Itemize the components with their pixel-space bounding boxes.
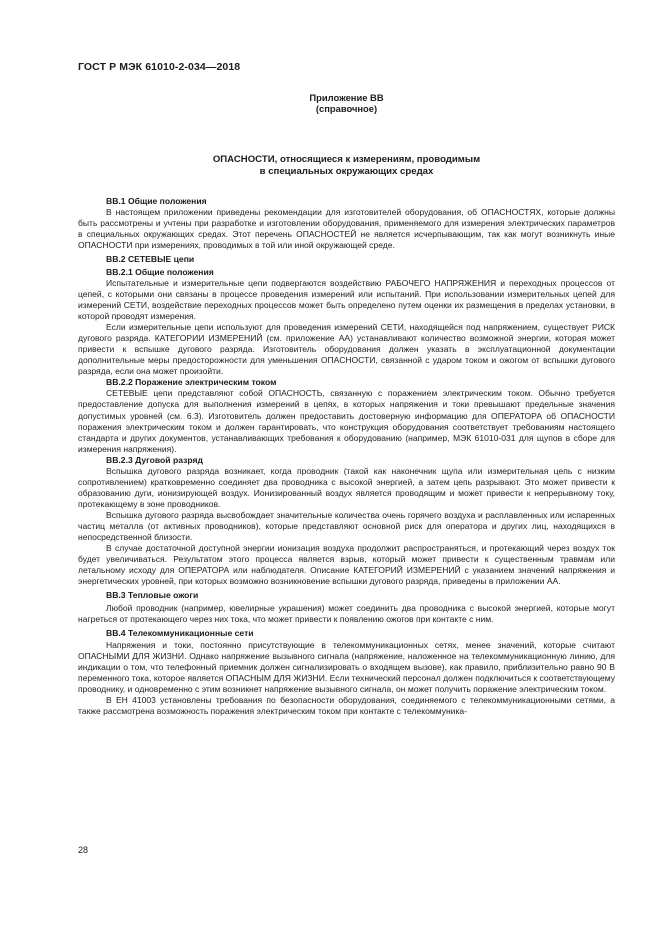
- annex-title: Приложение ВВ: [309, 92, 384, 103]
- paragraph: Вспышка дугового разряда высвобождает значительные количества очень горячего воздуха и расплавленных или испаренных частиц металла (от активных проводников), которые представляют основной риск для оператора и других лиц, находящихся в непосредственной близости.: [78, 510, 615, 543]
- document-header: ГОСТ Р МЭК 61010-2-034—2018: [78, 61, 241, 73]
- section-heading-bb2: ВВ.2 СЕТЕВЫЕ цепи: [106, 254, 195, 265]
- subsection-heading-bb2-1: ВВ.2.1 Общие положения: [106, 266, 214, 277]
- section-heading-bb3: ВВ.3 Тепловые ожоги: [106, 590, 199, 601]
- paragraph: В ЕН 41003 установлены требования по безопасности оборудования, соединяемого с телекоммуникационными сетями, а также рассмотрена возможность поражения электрическим током при контакте с телекоммуника-: [78, 695, 615, 717]
- paragraph: СЕТЕВЫЕ цепи представляют собой ОПАСНОСТЬ, связанную с поражением электрическим током. Обычно требуется предоставление допуска для выполнения измерений в цепях, в которых напряжения и токи превышают предельные значения допустимых уровней (см. 6.3). Изготовитель должен предоставить достоверную информацию для ОПЕРАТОРА об ОПАСНОСТИ поражения электрическим током и должен гарантировать, что конструкция оборудования соответствует требованиям настоящего стандарта и других документов, устанавливающих требования к оборудованию (например, МЭК 61010-031 для щупов в сборе для измерения напряжения).: [78, 388, 615, 454]
- subsection-heading-bb2-3: ВВ.2.3 Дуговой разряд: [106, 454, 203, 465]
- paragraph: В настоящем приложении приведены рекомендации для изготовителей оборудования, об ОПАСНОСТЯХ, которые должны быть рассмотрены и учтены при разработке и изготовлении оборудования, применяемого для измерения электрических параметров в специальных окружающих средах. Этот перечень ОПАСНОСТЕЙ не является исчерпывающим, так как могут возникнуть иные ОПАСНОСТИ при измерениях, проводимых в той или иной окружающей среде.: [78, 207, 615, 251]
- paragraph: Если измерительные цепи используют для проведения измерений СЕТИ, находящейся под напряжением, существует РИСК дугового разряда. КАТЕГОРИИ ИЗМЕРЕНИЙ (см. приложение АА) устанавливают количество возможной энергии, которая может привести к вспышке дугового разряда. Изготовитель оборудования должен указать в эксплуатационной документации дополнительные меры предосторожности для уменьшения ОПАСНОСТИ, связанной с ударом током и ожогом от вспышки дугового разряда, если она может произойти.: [78, 321, 615, 377]
- main-title-line-1: ОПАСНОСТИ, относящиеся к измерениям, проводимым: [212, 154, 481, 165]
- paragraph: Напряжения и токи, постоянно присутствующие в телекоммуникационных сетях, менее значений, которые считают ОПАСНЫМИ ДЛЯ ЖИЗНИ. Однако напряжение вызывного сигнала (напряжение, наложенное на телекоммуникационную линию, для индикации о том, что телефонный приемник должен сигнализировать о входящем вызове), как правило, приблизительно равно 90 В переменного тока, которое является ОПАСНЫМ ДЛЯ ЖИЗНИ. Если технический персонал должен подключиться к соответствующему проводнику, и одновременно с этим возникнет напряжение вызывного сигнала, он может получить поражение электрическим током.: [78, 639, 615, 695]
- main-title: [78, 154, 615, 178]
- document-body: [78, 196, 615, 717]
- section-heading-bb4: ВВ.4 Телекоммуникационные сети: [106, 627, 254, 638]
- paragraph: Вспышка дугового разряда возникает, когда проводник (такой как наконечник щупа или измерительная цепь с низким сопротивлением) кратковременно соединяет два проводника с высокой энергией, а затем цепь разрывают. Это может привести к образованию дуги, ионизирующей воздух. Ионизированный воздух является проводящим и может привести к непрерывному току, протекающему в зоне проводников.: [78, 465, 615, 510]
- paragraph: Любой проводник (например, ювелирные украшения) может соединить два проводника с высокой энергией, которые могут нагреться от протекающего через них тока, что может привести к появлению ожогов при контакте с ним.: [78, 602, 615, 624]
- section-heading-bb1: ВВ.1 Общие положения: [106, 196, 207, 206]
- paragraph: В случае достаточной доступной энергии ионизация воздуха продолжит распространяться, и протекающий через воздух ток будет увеличиваться. Результатом этого процесса является взрыв, который может привести к существенным травмам или летальному исходу для ОПЕРАТОРА или наблюдателя. Описание КАТЕГОРИЙ ИЗМЕРЕНИЙ с указанием значений напряжения и энергетических уровней, при которых возможно возникновение вспышки дугового разряда, приведены в приложении АА.: [78, 543, 615, 587]
- subsection-heading-bb2-2: ВВ.2.2 Поражение электрическим током: [106, 377, 277, 388]
- paragraph: Испытательные и измерительные цепи подвергаются воздействию РАБОЧЕГО НАПРЯЖЕНИЯ и переходных процессов от цепей, с которыми они связаны в процессе проведения измерений или испытаний. При использовании измерительных цепей для измерений СЕТИ, воздействие переходных процессов может быть определено путем оценки их размещения в пределах установки, в которой проводят измерения.: [78, 277, 615, 321]
- main-title-line-2: в специальных окружающих средах: [259, 166, 434, 177]
- annex-subtitle: (справочное): [315, 103, 378, 114]
- page-number: 28: [78, 845, 89, 855]
